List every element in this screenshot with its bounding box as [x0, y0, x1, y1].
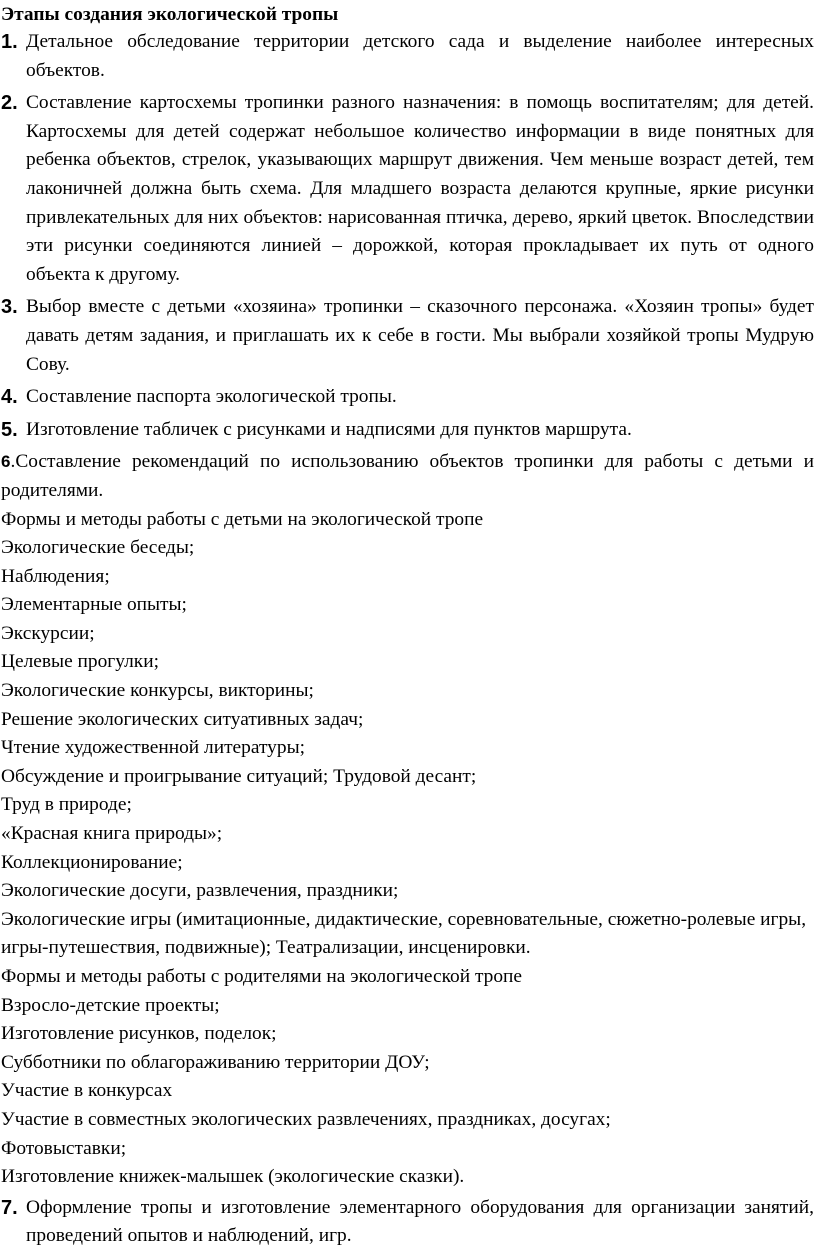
list-item: Участие в конкурсах	[1, 1080, 173, 1102]
list-item: «Красная книга природы»;	[1, 823, 223, 845]
list-item: Экологические беседы;	[1, 537, 195, 559]
children-methods-heading: Формы и методы работы с детьми на экологической тропе	[1, 508, 484, 530]
list-item: Экологические игры (имитационные, дидактические, соревновательные, сюжетно-ролевые игры, игры-путешествия, подвижные); Театрализации, инсценировки.	[1, 908, 807, 959]
list-item: Изготовление рисунков, поделок;	[1, 1023, 277, 1045]
list-item: Субботники по облагораживанию территории ДОУ;	[1, 1051, 430, 1073]
stage-number: 3.	[1, 296, 18, 319]
list-item: Труд в природе;	[1, 794, 132, 816]
list-item: Экскурсии;	[1, 622, 95, 644]
list-item: Взросло-детские проекты;	[1, 994, 220, 1016]
stage-text: .Составление рекомендаций по использованию объектов тропинки для работы с детьми и родителями.	[1, 451, 814, 501]
list-item: Экологические конкурсы, викторины;	[1, 680, 314, 702]
list-item: Целевые прогулки;	[1, 651, 159, 673]
stage-item-3	[1, 293, 814, 379]
parents-methods-list	[1, 992, 814, 1192]
list-item: Элементарные опыты;	[1, 594, 187, 616]
list-item: Обсуждение и проигрывание ситуаций; Трудовой десант;	[1, 765, 477, 787]
stage-text: Детальное обследование территории детского сада и выделение наиболее интересных объектов.	[26, 31, 814, 81]
list-item: Фотовыставки;	[1, 1137, 127, 1159]
stage-text: Составление паспорта экологической тропы.	[26, 386, 397, 408]
stage-item-1	[1, 28, 814, 85]
stage-number: 5.	[1, 418, 18, 441]
list-item: Экологические досуги, развлечения, праздники;	[1, 880, 399, 902]
document-page	[1, 0, 814, 1255]
stage-item-7	[1, 1194, 814, 1251]
stage-item-2	[1, 89, 814, 289]
children-methods-list	[1, 534, 814, 963]
list-item: Участие в совместных экологических развлечениях, праздниках, досугах;	[1, 1108, 611, 1130]
list-item: Наблюдения;	[1, 565, 110, 587]
stage-number: 2.	[1, 92, 18, 115]
document-title: Этапы создания экологической тропы	[1, 4, 339, 25]
stage-text: Выбор вместе с детьми «хозяина» тропинки – сказочного персонажа. «Хозяин тропы» будет давать детям задания, и приглашать их к себе в гости. Мы выбрали хозяйкой тропы Мудрую Сову.	[26, 296, 814, 375]
stage-number: 1.	[1, 31, 18, 53]
stage-text: Изготовление табличек с рисунками и надписями для пунктов маршрута.	[26, 418, 632, 440]
stage-item-4	[1, 383, 814, 412]
stage-item-5	[1, 416, 814, 445]
list-item: Решение экологических ситуативных задач;	[1, 708, 364, 730]
stage-text: Составление картосхемы тропинки разного назначения: в помощь воспитателям; для детей. Картосхемы для детей содержат небольшое количество информации в виде понятных для ребенка объектов, стрелок, указывающих маршрут движения. Чем меньше возраст детей, тем лаконичней должна быть схема. Для младшего возраста делаются крупные, яркие рисунки привлекательных для них объектов: нарисованная птичка, дерево, яркий цветок. Впоследствии эти рисунки соединяются линией – дорожкой, которая прокладывает их путь от одного объекта к другому.	[26, 92, 814, 285]
list-item: Изготовление книжек-малышек (экологические сказки).	[1, 1166, 465, 1188]
list-item: Коллекционирование;	[1, 851, 183, 873]
stage-number: 4.	[1, 386, 18, 409]
stage-text: Оформление тропы и изготовление элементарного оборудования для организации занятий, проведений опытов и наблюдений, игр.	[26, 1196, 814, 1247]
stage-item-6	[1, 448, 814, 505]
list-item: Чтение художественной литературы;	[1, 737, 305, 759]
parents-methods-heading: Формы и методы работы с родителями на экологической тропе	[1, 966, 523, 987]
stage-number: 7.	[1, 1196, 18, 1219]
stage-number: 6	[1, 452, 11, 472]
